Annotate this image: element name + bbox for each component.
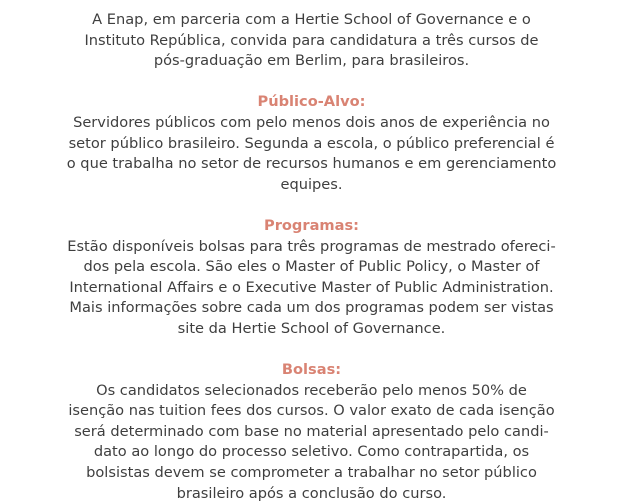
spacer [0, 340, 623, 361]
bolsas-line: dato ao longo do processo seletivo. Como contrapartida, os [93, 443, 530, 461]
spacer [0, 72, 623, 93]
publico-alvo-line: setor público brasileiro. Segunda a escola, o público preferencial é [68, 134, 555, 152]
programas-line: International Affairs e o Executive Master of Public Administration. [69, 278, 554, 296]
programas-line: site da Hertie School of Governance. [177, 319, 446, 337]
publico-alvo-heading: Público-Alvo: [257, 93, 366, 111]
programas-heading: Programas: [264, 216, 359, 234]
bolsas-line: Os candidatos selecionados receberão pelo menos 50% de [96, 381, 527, 399]
publico-alvo-section [0, 92, 623, 195]
intro-line: Instituto República, convida para candidatura a três cursos de [84, 31, 539, 49]
programas-line: dos pela escola. São eles o Master of Public Policy, o Master of [83, 258, 540, 276]
bolsas-line: brasileiro após a conclusão do curso. [176, 484, 447, 502]
publico-alvo-line: Servidores públicos com pelo menos dois anos de experiência no [73, 113, 550, 131]
document-body [0, 10, 623, 504]
intro-line: pós-graduação em Berlim, para brasileiros. [153, 52, 470, 70]
programas-section [0, 216, 623, 340]
spacer [0, 195, 623, 216]
publico-alvo-line: o que trabalha no setor de recursos humanos e em gerenciamento [66, 155, 557, 173]
bolsas-line: será determinado com base no material apresentado pelo candi- [74, 422, 549, 440]
programas-line: Estão disponíveis bolsas para três programas de mestrado ofereci- [67, 237, 556, 255]
publico-alvo-line: equipes. [280, 175, 343, 193]
intro-line: A Enap, em parceria com a Hertie School of Governance e o [92, 11, 531, 28]
bolsas-line: isenção nas tuition fees dos cursos. O valor exato de cada isenção [68, 402, 555, 420]
intro-paragraph [0, 10, 623, 72]
bolsas-heading: Bolsas: [281, 361, 342, 379]
programas-line: Mais informações sobre cada um dos programas podem ser vistas [69, 299, 554, 317]
bolsas-line: bolsistas devem se comprometer a trabalhar no setor público [86, 464, 537, 482]
bolsas-section [0, 360, 623, 504]
